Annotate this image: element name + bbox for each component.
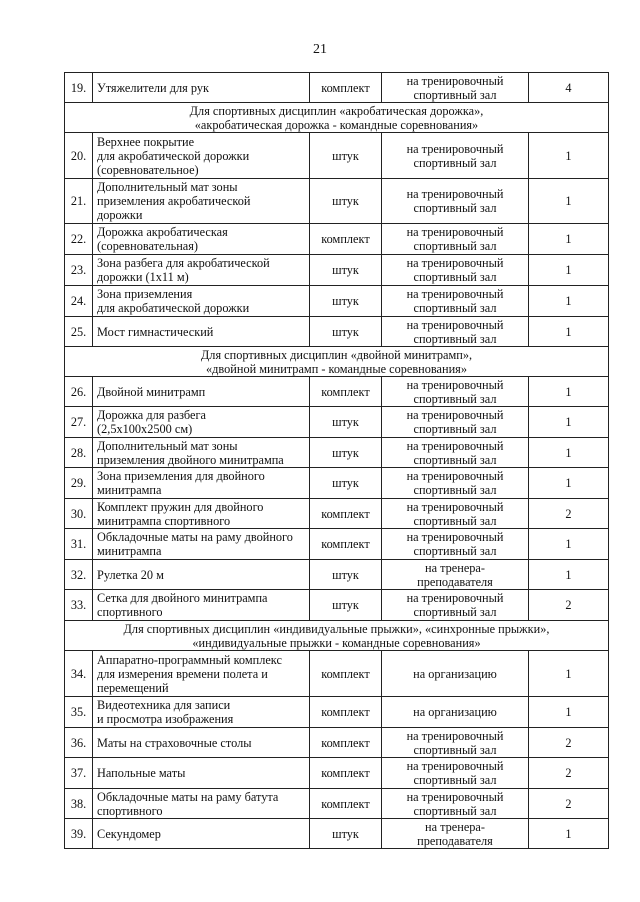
quantity: 1	[529, 529, 609, 560]
item-name-line: (2,5х100х2500 см)	[97, 422, 193, 436]
quantity: 4	[529, 73, 609, 103]
quantity: 1	[529, 133, 609, 179]
allocation	[382, 697, 529, 728]
table-row	[65, 286, 609, 317]
item-name	[93, 286, 310, 317]
item-name-line: Сетка для двойного минитрампа	[97, 591, 268, 605]
equipment-table-body	[65, 73, 609, 849]
table-row	[65, 819, 609, 849]
item-name-line: Аппаратно-программный комплекс	[97, 652, 282, 667]
table-row	[65, 255, 609, 286]
equipment-table	[64, 72, 609, 849]
row-number: 20.	[65, 133, 93, 179]
allocation-line: спортивный зал	[413, 452, 497, 467]
row-number: 39.	[65, 819, 93, 849]
unit-of-measure: комплект	[310, 529, 382, 560]
item-name-line: Видеотехника для записи	[97, 698, 231, 712]
item-name	[93, 819, 310, 849]
item-name-line: спортивного	[97, 605, 163, 619]
item-name	[93, 758, 310, 789]
quantity: 1	[529, 407, 609, 438]
quantity: 1	[529, 651, 609, 697]
unit-of-measure: штук	[310, 255, 382, 286]
table-row	[65, 317, 609, 347]
item-name-line: для акробатической дорожки	[97, 301, 250, 315]
section-header	[65, 347, 609, 377]
item-name-line: Дополнительный мат зоны	[97, 438, 238, 453]
allocation-line: спортивный зал	[413, 544, 497, 558]
allocation-line: спортивный зал	[413, 201, 497, 215]
quantity: 1	[529, 179, 609, 224]
unit-of-measure: штук	[310, 560, 382, 590]
section-header	[65, 621, 609, 651]
allocation-line: на тренировочный	[406, 408, 504, 422]
allocation	[382, 560, 529, 590]
section-header-line: Для спортивных дисциплин «индивидуальные прыжки», «синхронные прыжки»,	[123, 621, 550, 636]
item-name-line: перемещений	[97, 680, 169, 695]
allocation-line: спортивный зал	[413, 605, 497, 619]
section-header-row	[65, 103, 609, 133]
allocation-line: на тренировочный	[406, 759, 504, 773]
allocation	[382, 407, 529, 438]
item-name-line: Зона приземления для двойного	[97, 469, 265, 483]
unit-of-measure: штук	[310, 590, 382, 621]
allocation	[382, 819, 529, 849]
row-number: 24.	[65, 286, 93, 317]
allocation-line: спортивный зал	[413, 331, 497, 346]
unit-of-measure: штук	[310, 819, 382, 849]
table-row	[65, 499, 609, 529]
item-name-line: Дорожка для разбега	[97, 408, 206, 422]
item-name-line: минитрампа	[97, 483, 162, 497]
allocation	[382, 377, 529, 407]
allocation-line: на тренера-	[425, 819, 485, 834]
table-row	[65, 728, 609, 758]
table-row	[65, 697, 609, 728]
unit-of-measure: комплект	[310, 73, 382, 103]
allocation-line: на тренировочный	[406, 728, 504, 743]
unit-of-measure: комплект	[310, 651, 382, 697]
item-name-line: дорожки (1х11 м)	[97, 270, 189, 284]
quantity: 1	[529, 438, 609, 468]
unit-of-measure: комплект	[310, 728, 382, 758]
allocation	[382, 789, 529, 819]
item-name-line: Верхнее покрытие	[97, 134, 195, 149]
allocation-line: на тренировочный	[406, 530, 504, 544]
item-name-line: для измерения времени полета и	[97, 666, 268, 681]
item-name-line: Дорожка акробатическая	[97, 225, 228, 239]
allocation	[382, 758, 529, 789]
unit-of-measure: штук	[310, 286, 382, 317]
item-name-line: Обкладочные маты на раму двойного	[97, 530, 293, 544]
allocation-line: на тренировочный	[406, 789, 504, 804]
table-row	[65, 590, 609, 621]
quantity: 2	[529, 758, 609, 789]
section-header	[65, 103, 609, 133]
allocation-line: спортивный зал	[413, 803, 497, 818]
allocation-line: на тренера-	[425, 560, 485, 575]
row-number: 21.	[65, 179, 93, 224]
allocation-line: спортивный зал	[413, 155, 497, 170]
item-name	[93, 224, 310, 255]
quantity: 2	[529, 590, 609, 621]
allocation-line: на организацию	[413, 705, 497, 719]
item-name	[93, 651, 310, 697]
section-header-line: Для спортивных дисциплин «акробатическая дорожка»,	[189, 103, 484, 118]
table-row	[65, 133, 609, 179]
item-name-line: Утяжелители для рук	[97, 80, 209, 95]
row-number: 32.	[65, 560, 93, 590]
allocation-line: спортивный зал	[413, 391, 497, 406]
row-number: 25.	[65, 317, 93, 347]
table-row	[65, 179, 609, 224]
row-number: 23.	[65, 255, 93, 286]
allocation	[382, 499, 529, 529]
quantity: 1	[529, 317, 609, 347]
table-row	[65, 789, 609, 819]
item-name	[93, 697, 310, 728]
allocation	[382, 286, 529, 317]
item-name	[93, 560, 310, 590]
allocation-line: на тренировочный	[406, 73, 504, 88]
allocation	[382, 133, 529, 179]
item-name	[93, 317, 310, 347]
item-name-line: Зона разбега для акробатической	[97, 256, 270, 270]
quantity: 2	[529, 789, 609, 819]
row-number: 28.	[65, 438, 93, 468]
allocation-line: спортивный зал	[413, 483, 497, 497]
item-name	[93, 529, 310, 560]
item-name	[93, 73, 310, 103]
quantity: 2	[529, 499, 609, 529]
allocation	[382, 468, 529, 499]
unit-of-measure: комплект	[310, 224, 382, 255]
allocation-line: на тренировочный	[406, 469, 504, 483]
item-name-line: Секундомер	[97, 826, 161, 841]
allocation-line: на тренировочный	[406, 187, 504, 201]
item-name-line: (соревновательное)	[97, 162, 199, 177]
allocation	[382, 255, 529, 286]
row-number: 37.	[65, 758, 93, 789]
allocation-line: на тренировочный	[406, 377, 504, 392]
allocation-line: на тренировочный	[406, 317, 504, 332]
allocation	[382, 224, 529, 255]
allocation-line: на организацию	[413, 666, 497, 681]
item-name-line: Комплект пружин для двойного	[97, 499, 264, 514]
item-name	[93, 407, 310, 438]
unit-of-measure: штук	[310, 407, 382, 438]
item-name	[93, 499, 310, 529]
item-name-line: Мост гимнастический	[97, 324, 214, 339]
allocation	[382, 317, 529, 347]
section-header-line: «двойной минитрамп - командные соревнования»	[206, 361, 467, 376]
section-header-line: «индивидуальные прыжки - командные соревнования»	[192, 635, 481, 650]
item-name-line: приземления акробатической	[97, 194, 251, 208]
item-name-line: Напольные маты	[97, 766, 186, 780]
item-name	[93, 728, 310, 758]
allocation-line: на тренировочный	[406, 225, 504, 239]
allocation	[382, 590, 529, 621]
row-number: 33.	[65, 590, 93, 621]
item-name-line: для акробатической дорожки	[97, 148, 250, 163]
allocation-line: спортивный зал	[413, 239, 497, 253]
allocation	[382, 529, 529, 560]
item-name-line: минитрампа спортивного	[97, 513, 231, 528]
section-header-row	[65, 621, 609, 651]
table-row	[65, 651, 609, 697]
allocation-line: на тренировочный	[406, 591, 504, 605]
item-name-line: Двойной минитрамп	[97, 384, 206, 399]
section-header-row	[65, 347, 609, 377]
unit-of-measure: штук	[310, 179, 382, 224]
quantity: 1	[529, 819, 609, 849]
allocation-line: на тренировочный	[406, 141, 504, 156]
table-row	[65, 73, 609, 103]
row-number: 31.	[65, 529, 93, 560]
unit-of-measure: комплект	[310, 789, 382, 819]
unit-of-measure: комплект	[310, 377, 382, 407]
item-name-line: минитрампа	[97, 544, 162, 558]
table-row	[65, 224, 609, 255]
item-name	[93, 468, 310, 499]
item-name	[93, 255, 310, 286]
table-row	[65, 407, 609, 438]
quantity: 1	[529, 377, 609, 407]
page-number: 21	[313, 42, 327, 57]
allocation-line: на тренировочный	[406, 438, 504, 453]
item-name-line: Маты на страховочные столы	[97, 735, 252, 750]
quantity: 1	[529, 560, 609, 590]
allocation-line: спортивный зал	[413, 301, 497, 315]
table-row	[65, 468, 609, 499]
allocation-line: спортивный зал	[413, 422, 497, 436]
row-number: 34.	[65, 651, 93, 697]
item-name	[93, 179, 310, 224]
allocation-line: на тренировочный	[406, 499, 504, 514]
allocation-line: спортивный зал	[413, 773, 497, 787]
item-name-line: приземления двойного минитрампа	[97, 452, 284, 467]
allocation	[382, 438, 529, 468]
table-row	[65, 377, 609, 407]
allocation-line: спортивный зал	[413, 513, 497, 528]
allocation	[382, 651, 529, 697]
table-row	[65, 560, 609, 590]
quantity: 1	[529, 468, 609, 499]
section-header-line: Для спортивных дисциплин «двойной минитрамп»,	[200, 347, 473, 362]
row-number: 22.	[65, 224, 93, 255]
allocation-line: спортивный зал	[413, 742, 497, 757]
allocation-line: спортивный зал	[413, 87, 497, 102]
row-number: 29.	[65, 468, 93, 499]
allocation-line: на тренировочный	[406, 256, 504, 270]
unit-of-measure: комплект	[310, 758, 382, 789]
unit-of-measure: комплект	[310, 697, 382, 728]
allocation-line: преподавателя	[417, 574, 493, 589]
row-number: 30.	[65, 499, 93, 529]
allocation-line: преподавателя	[417, 833, 493, 848]
section-header-line: «акробатическая дорожка - командные соревнования»	[194, 117, 479, 132]
item-name-line: спортивного	[97, 803, 163, 818]
item-name-line: и просмотра изображения	[97, 712, 234, 726]
unit-of-measure: штук	[310, 468, 382, 499]
unit-of-measure: штук	[310, 133, 382, 179]
row-number: 36.	[65, 728, 93, 758]
table-row	[65, 529, 609, 560]
item-name	[93, 133, 310, 179]
item-name-line: Рулетка 20 м	[97, 567, 164, 582]
unit-of-measure: штук	[310, 317, 382, 347]
allocation-line: спортивный зал	[413, 270, 497, 284]
item-name-line: (соревновательная)	[97, 239, 198, 253]
allocation-line: на тренировочный	[406, 287, 504, 301]
unit-of-measure: комплект	[310, 499, 382, 529]
item-name-line: Обкладочные маты на раму батута	[97, 789, 279, 804]
unit-of-measure: штук	[310, 438, 382, 468]
quantity: 1	[529, 286, 609, 317]
item-name	[93, 789, 310, 819]
item-name-line: дорожки	[97, 208, 143, 222]
item-name	[93, 590, 310, 621]
row-number: 27.	[65, 407, 93, 438]
item-name-line: Зона приземления	[97, 287, 193, 301]
quantity: 1	[529, 697, 609, 728]
table-row	[65, 438, 609, 468]
row-number: 19.	[65, 73, 93, 103]
quantity: 1	[529, 224, 609, 255]
item-name	[93, 377, 310, 407]
allocation	[382, 179, 529, 224]
row-number: 26.	[65, 377, 93, 407]
row-number: 35.	[65, 697, 93, 728]
item-name	[93, 438, 310, 468]
item-name-line: Дополнительный мат зоны	[97, 180, 238, 194]
quantity: 2	[529, 728, 609, 758]
allocation	[382, 73, 529, 103]
table-row	[65, 758, 609, 789]
allocation	[382, 728, 529, 758]
quantity: 1	[529, 255, 609, 286]
row-number: 38.	[65, 789, 93, 819]
